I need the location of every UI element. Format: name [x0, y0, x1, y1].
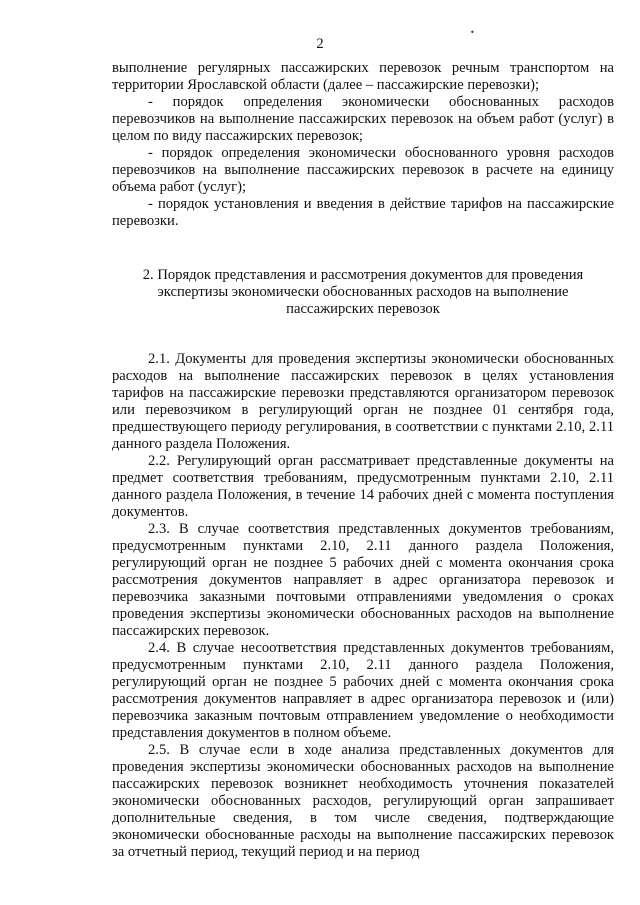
paragraph-2-2: 2.2. Регулирующий орган рассматривает представленные документы на предмет соответствия требованиям, предусмотренным пунктами 2.10, 2.11 данного раздела Положения, в течение 14 рабочих дней с момента поступления документов.	[112, 453, 614, 520]
intro-paragraph-1: выполнение регулярных пассажирских перевозок речным транспортом на территории Ярославской области (далее – пассажирские перевозки);	[112, 60, 614, 93]
page-number: 2	[316, 36, 324, 52]
scan-speck: •	[470, 28, 475, 37]
paragraph-2-5: 2.5. В случае если в ходе анализа представленных документов для проведения экспертизы экономически обоснованных расходов на выполнение пассажирских перевозок возникнет необходимость уточнения показателей экономически обоснованных расходов, регулирующий орган запрашивает дополнительные сведения, в том числе сведения, подтверждающие экономически обоснованные расходы на выполнение пассажирских перевозок за отчетный период, текущий период и на период	[112, 742, 614, 860]
intro-list-item-3: - порядок установления и введения в действие тарифов на пассажирские перевозки.	[112, 196, 614, 229]
paragraph-2-1: 2.1. Документы для проведения экспертизы экономически обоснованных расходов на выполнение пассажирских перевозок в целях установления тарифов на пассажирские перевозки представляются организатором перевозок или перевозчиком в регулирующий орган не позднее 01 сентября года, предшествующего периоду регулирования, в соответствии с пунктами 2.10, 2.11 данного раздела Положения.	[112, 351, 614, 452]
document-body	[112, 60, 614, 861]
section-heading-line-1: 2. Порядок представления и рассмотрения документов для проведения	[142, 267, 584, 283]
intro-list-item-2: - порядок определения экономически обоснованного уровня расходов перевозчиков на выполнение пассажирских перевозок в расчете на единицу объема работ (услуг);	[112, 145, 614, 195]
intro-list-item-1: - порядок определения экономически обоснованных расходов перевозчиков на выполнение пассажирских перевозок на объем работ (услуг) в целом по виду пассажирских перевозок;	[112, 94, 614, 144]
paragraph-2-3: 2.3. В случае соответствия представленных документов требованиям, предусмотренным пунктами 2.10, 2.11 данного раздела Положения, регулирующий орган не позднее 5 рабочих дней с момента окончания срока рассмотрения документов направляет в адрес организатора перевозок и перевозчика заказными почтовыми отправлениями уведомления о сроках проведения экспертизы экономически обоснованных расходов на выполнение пассажирских перевозок.	[112, 521, 614, 639]
section-heading-line-2: экспертизы экономически обоснованных расходов на выполнение	[157, 284, 569, 300]
section-heading	[112, 267, 614, 318]
paragraph-2-4: 2.4. В случае несоответствия представленных документов требованиям, предусмотренным пунктами 2.10, 2.11 данного раздела Положения, регулирующий орган не позднее 5 рабочих дней с момента окончания срока рассмотрения документов направляет в адрес организатора перевозок и (или) перевозчика заказным почтовым отправлением уведомление о необходимости представления документов в полном объеме.	[112, 640, 614, 741]
section-heading-line-3: пассажирских перевозок	[286, 301, 440, 317]
